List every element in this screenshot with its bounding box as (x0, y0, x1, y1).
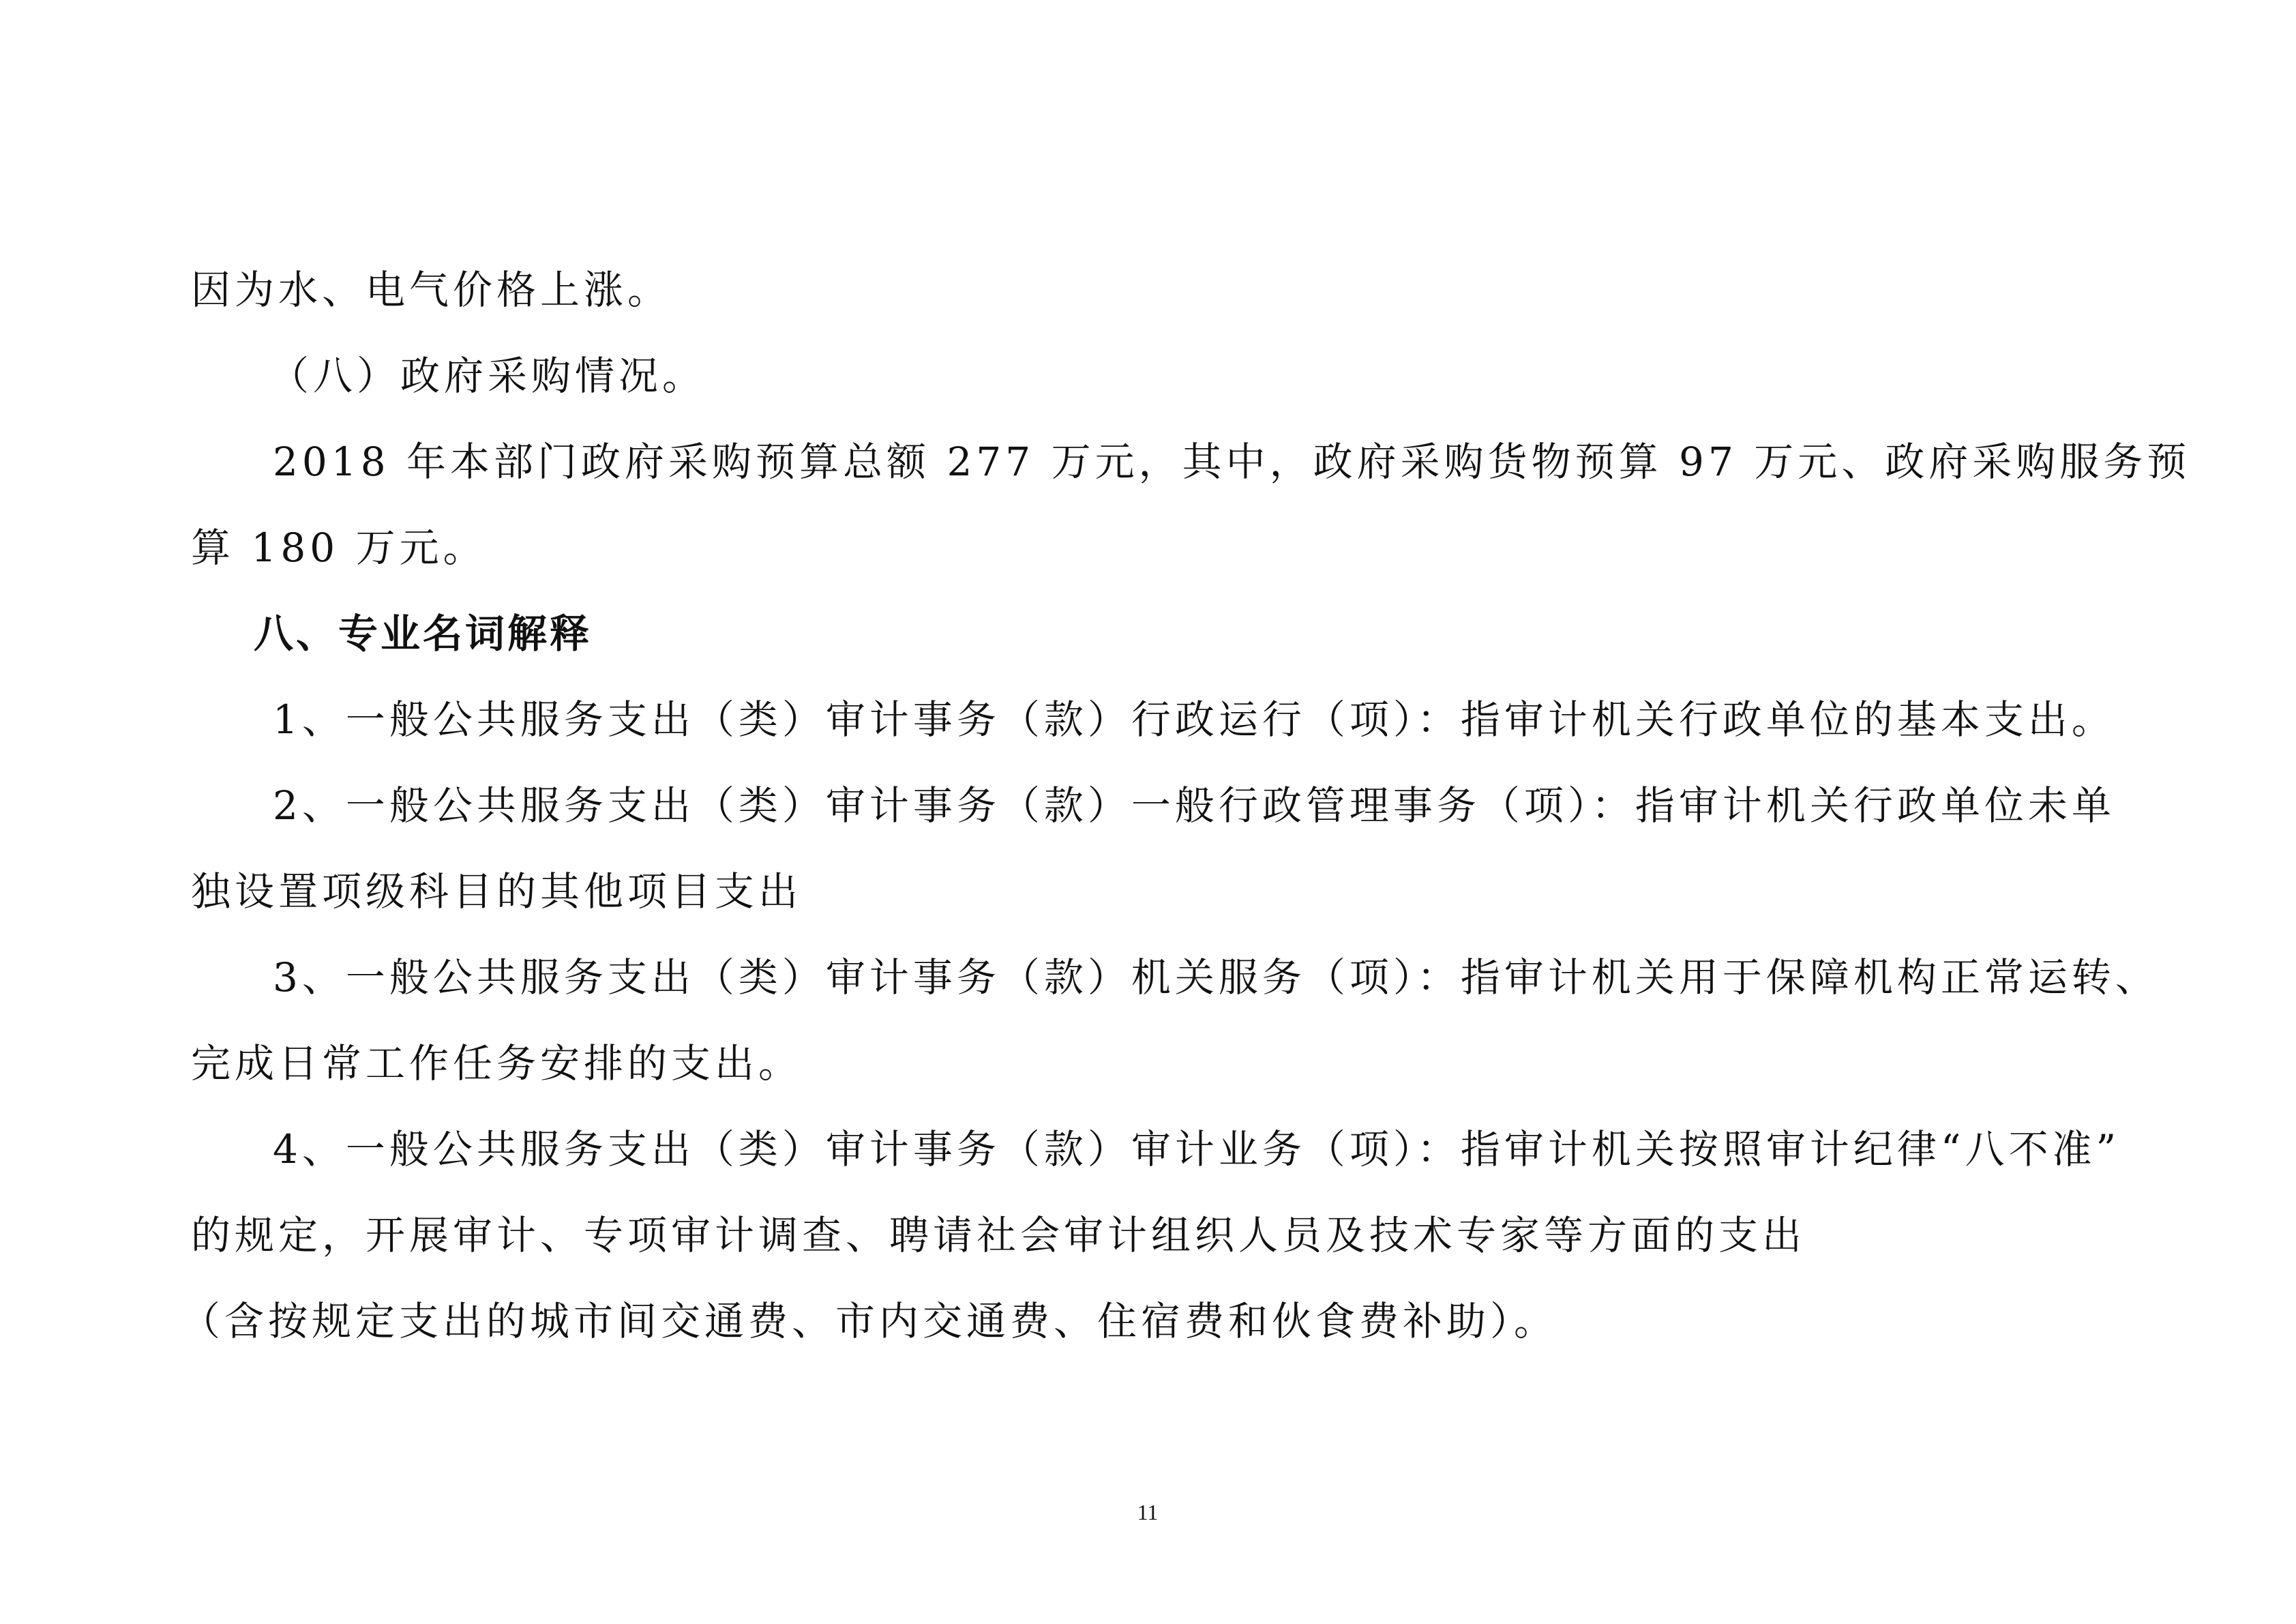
paragraph-line: 因为水、电气价格上涨。 (191, 267, 672, 313)
paragraph-line: 1、一般公共服务支出（类）审计事务（款）行政运行（项）：指审计机关行政单位的基本支出。 (273, 696, 2115, 743)
paragraph-line: （含按规定支出的城市间交通费、市内交通费、住宿费和伙食费补助）。 (181, 1298, 1558, 1344)
paragraph-line: 的规定，开展审计、专项审计调查、聘请社会审计组织人员及技术专家等方面的支出 (191, 1212, 1806, 1258)
paragraph-line: 2、一般公共服务支出（类）审计事务（款）一般行政管理事务（项）：指审计机关行政单位未单 (273, 782, 2115, 829)
section-subtitle: （八）政府采购情况。 (269, 353, 706, 399)
paragraph-line: 完成日常工作任务安排的支出。 (191, 1040, 803, 1087)
section-heading: 八、专业名词解释 (254, 610, 593, 657)
page-number: 11 (1137, 1500, 1159, 1524)
paragraph-line: 3、一般公共服务支出（类）审计事务（款）机关服务（项）：指审计机关用于保障机构正常运转、 (273, 954, 2159, 1001)
paragraph-line: 2018 年本部门政府采购预算总额 277 万元，其中，政府采购货物预算 97 万元、政府采购服务预 (273, 439, 2191, 485)
paragraph-line: 算 180 万元。 (191, 525, 487, 571)
paragraph-line: 独设置项级科目的其他项目支出 (191, 868, 803, 915)
paragraph-line: 4、一般公共服务支出（类）审计事务（款）审计业务（项）：指审计机关按照审计纪律“八不准” (273, 1126, 2121, 1172)
